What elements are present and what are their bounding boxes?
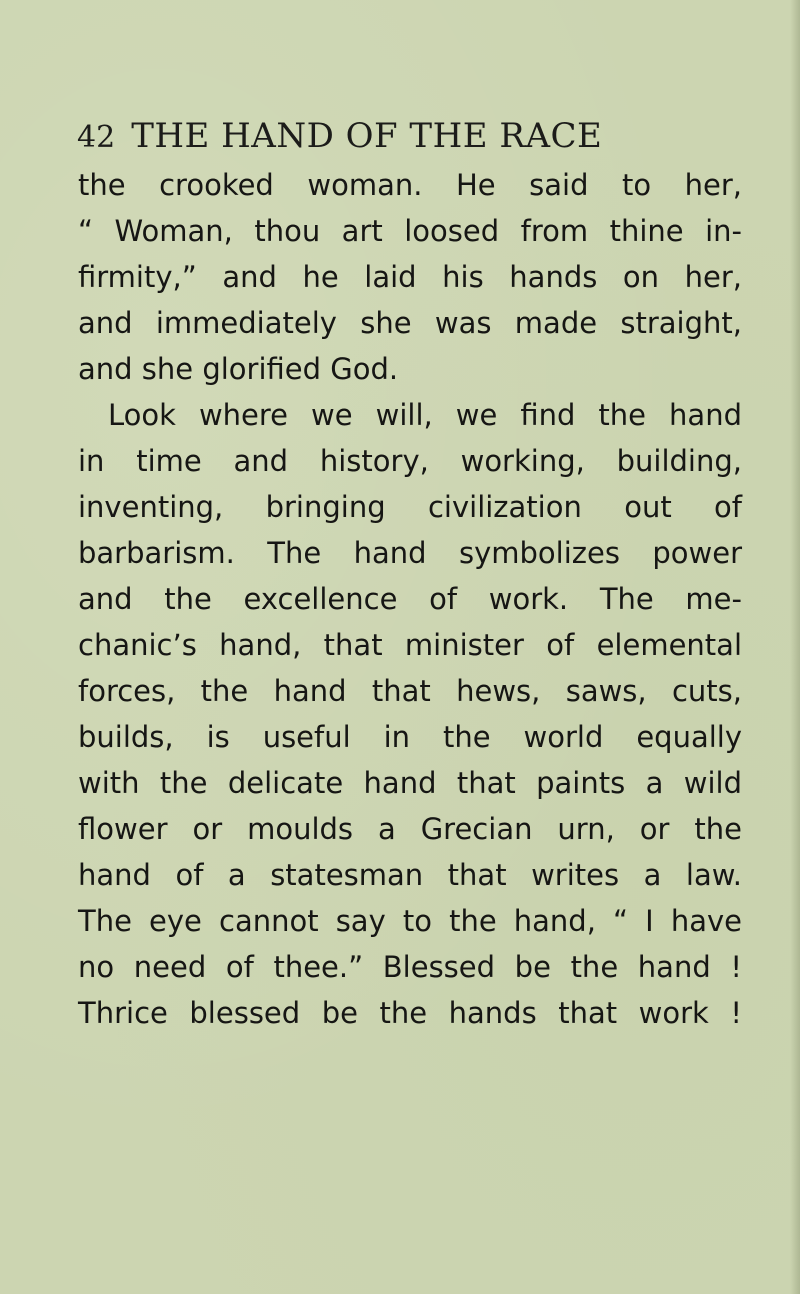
text-line: “ Woman, thou art loosed from thine in- [78,214,742,248]
text-line: The eye cannot say to the hand, “ I have [78,904,742,938]
text-line: barbarism. The hand symbolizes power [78,536,742,570]
text-line: forces, the hand that hews, saws, cuts, [78,674,742,708]
text-line: flower or moulds a Grecian urn, or the [78,812,742,846]
text-line: hand of a statesman that writes a law. [78,858,742,892]
text-line: firmity,” and he laid his hands on her, [78,260,742,294]
text-line: inventing, bringing civilization out of [78,490,742,524]
running-head [77,116,737,166]
text-line: and immediately she was made straight, [78,306,742,340]
text-line: Look where we will, we find the hand [108,398,742,432]
text-line: and the excellence of work. The me- [78,582,742,616]
paragraph-1 [78,162,742,392]
text-line: with the delicate hand that paints a wild [78,766,742,800]
page-number: 42 [77,120,116,155]
text-line: the crooked woman. He said to her, [78,168,742,202]
text-line: and she glorified God. [78,352,399,386]
text-line: chanic’s hand, that minister of elemental [78,628,742,662]
body-text [78,162,742,1036]
text-line: builds, is useful in the world equally [78,720,742,754]
running-head-title: THE HAND OF THE RACE [131,116,603,156]
page-edge-shadow [790,0,800,1294]
text-line: Thrice blessed be the hands that work ! [78,996,742,1030]
paragraph-2 [78,392,742,1036]
text-line: in time and history, working, building, [78,444,742,478]
text-line: no need of thee.” Blessed be the hand ! [78,950,742,984]
